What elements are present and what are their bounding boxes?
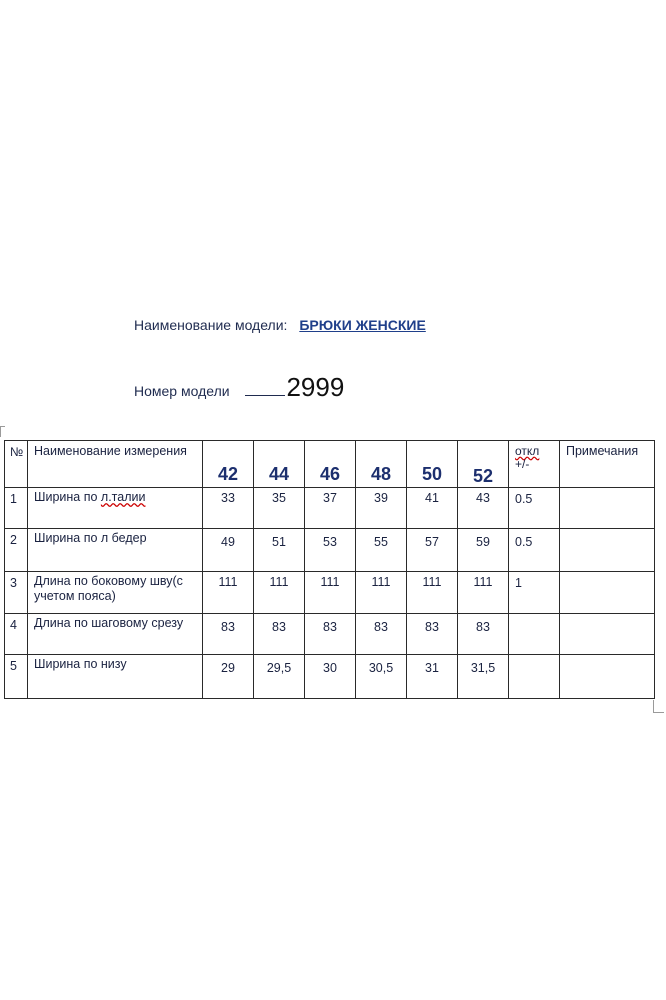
model-number-line [134,372,344,403]
row-note [560,572,655,614]
row-value: 83 [356,614,407,655]
model-number-label: Номер модели [134,383,230,399]
row-num: 5 [5,655,28,699]
row-value: 37 [305,488,356,529]
row-note [560,529,655,572]
row-value: 83 [458,614,509,655]
table-end-mark [653,700,664,713]
model-number-underline [245,381,285,396]
row-value: 111 [254,572,305,614]
row-name-spellcheck-text: л.талии [100,490,146,504]
row-value: 83 [203,614,254,655]
row-note [560,614,655,655]
row-value: 49 [203,529,254,572]
table-anchor-mark [0,426,5,437]
row-value: 53 [305,529,356,572]
row-measurement-name: Ширина по л бедер [28,529,203,572]
row-tolerance [509,655,560,699]
header-num: № [5,441,28,488]
row-value: 29 [203,655,254,699]
header-size: 42 [203,441,254,488]
row-value: 83 [305,614,356,655]
row-value: 83 [254,614,305,655]
model-name-value: БРЮКИ ЖЕНСКИЕ [299,317,426,333]
row-note [560,488,655,529]
header-size: 50 [407,441,458,488]
row-measurement-name: Длина по шаговому срезу [28,614,203,655]
row-num: 3 [5,572,28,614]
header-tolerance [509,441,560,488]
row-value: 41 [407,488,458,529]
table-row [5,655,655,699]
header-tolerance-line1: откл [515,444,540,458]
row-value: 55 [356,529,407,572]
row-value: 31 [407,655,458,699]
row-value: 111 [458,572,509,614]
model-name-line [134,317,426,333]
row-num: 4 [5,614,28,655]
table-row [5,614,655,655]
measurement-table [4,440,655,699]
row-note [560,655,655,699]
table-row [5,488,655,529]
row-name-text: Ширина по [34,490,101,504]
row-value: 29,5 [254,655,305,699]
row-value: 51 [254,529,305,572]
row-value: 57 [407,529,458,572]
row-value: 30,5 [356,655,407,699]
row-value: 111 [203,572,254,614]
table-header-row [5,441,655,488]
row-value: 39 [356,488,407,529]
row-value: 30 [305,655,356,699]
table-row [5,572,655,614]
header-size: 48 [356,441,407,488]
header-size: 44 [254,441,305,488]
row-measurement-name: Ширина по низу [28,655,203,699]
row-tolerance: 1 [509,572,560,614]
header-size: 46 [305,441,356,488]
model-number-value: 2999 [286,372,345,402]
row-tolerance: 0.5 [509,488,560,529]
row-value: 33 [203,488,254,529]
header-size: 52 [458,441,509,488]
model-name-label: Наименование модели: [134,317,288,333]
row-tolerance [509,614,560,655]
row-measurement-name: Длина по боковому шву(с учетом пояса) [28,572,203,614]
row-num: 2 [5,529,28,572]
row-value: 43 [458,488,509,529]
row-num: 1 [5,488,28,529]
row-value: 111 [356,572,407,614]
row-measurement-name [28,488,203,529]
row-value: 83 [407,614,458,655]
header-measurement-name: Наименование измерения [28,441,203,488]
row-value: 111 [305,572,356,614]
row-tolerance: 0.5 [509,529,560,572]
row-value: 35 [254,488,305,529]
header-tolerance-line2: +/- [515,457,530,471]
row-value: 59 [458,529,509,572]
row-value: 111 [407,572,458,614]
table-row [5,529,655,572]
row-value: 31,5 [458,655,509,699]
header-notes: Примечания [560,441,655,488]
